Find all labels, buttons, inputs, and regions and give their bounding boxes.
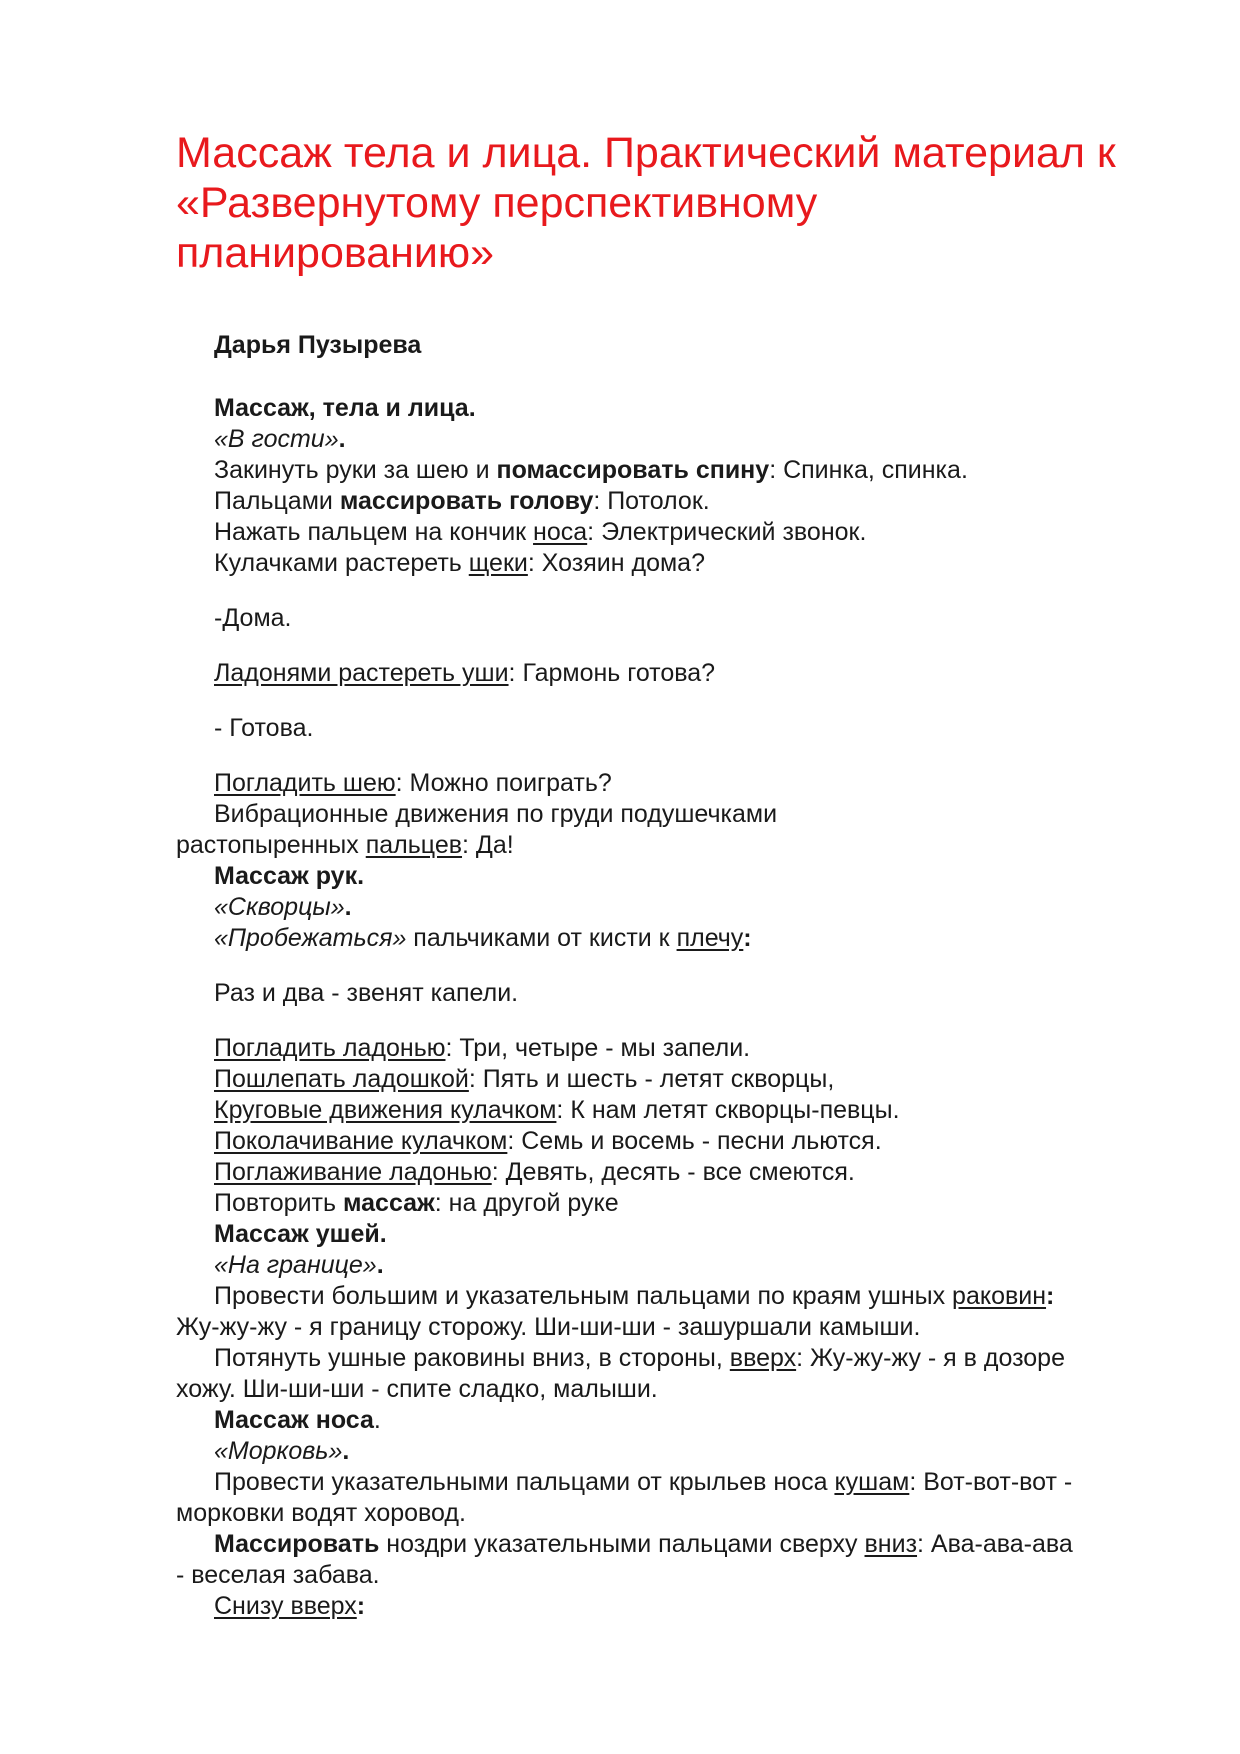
game-title: «Скворцы». [214,893,352,921]
instruction-line-continued: морковки водят хоровод. [176,1499,466,1527]
instruction-line: Пальцами массировать голову: Потолок. [214,487,710,515]
instruction-line: Потянуть ушные раковины вниз, в стороны, вверх: Жу-жу-жу - я в дозоре [214,1344,1065,1372]
document-title [176,128,1176,278]
game-title: «На границе». [214,1251,384,1279]
instruction-line: Ладонями растереть уши: Гармонь готова? [214,659,716,687]
instruction-line: Массировать ноздри указательными пальцами сверху вниз: Ава-ава-ава [214,1530,1073,1558]
instruction-line: Закинуть руки за шею и помассировать спину: Спинка, спинка. [214,456,968,484]
section-heading-body-face: Массаж, тела и лица. [214,394,476,422]
game-title: «В гости». [214,425,346,453]
section-heading-ears: Массаж ушей. [214,1220,387,1248]
section-heading-hands: Массаж рук. [214,862,365,890]
instruction-line: Пошлепать ладошкой: Пять и шесть - летят скворцы, [214,1065,835,1093]
instruction-line: Снизу вверх: [214,1592,366,1620]
instruction-line-continued: хожу. Ши-ши-ши - спите сладко, малыши. [176,1375,658,1403]
instruction-line: Погладить ладонью: Три, четыре - мы запели. [214,1034,751,1062]
instruction-line: Нажать пальцем на кончик носа: Электрический звонок. [214,518,867,546]
reply-line: - Готова. [214,714,314,742]
instruction-line: «Пробежаться» пальчиками от кисти к плечу: [214,924,752,952]
document-body [176,330,1176,1622]
instruction-line: Провести большим и указательным пальцами по краям ушных раковин: [214,1282,1055,1310]
instruction-line: Поколачивание кулачком: Семь и восемь - песни льются. [214,1127,882,1155]
instruction-line-continued: - веселая забава. [176,1561,380,1589]
reply-line: -Дома. [214,604,292,632]
instruction-line-continued: растопыренных пальцев: Да! [176,831,514,859]
title-line-1: Массаж тела и лица. Практический материал к [176,129,1116,177]
instruction-line: Погладить шею: Можно поиграть? [214,769,612,797]
game-title: «Морковь». [214,1437,350,1465]
section-heading-nose: Массаж носа. [214,1406,381,1434]
instruction-line: Круговые движения кулачком: К нам летят скворцы-певцы. [214,1096,900,1124]
title-line-3: планированию» [176,229,495,277]
title-line-2: «Развернутому перспективному [176,179,818,227]
author-name: Дарья Пузырева [214,331,422,359]
instruction-line: Вибрационные движения по груди подушечками [214,800,778,828]
instruction-line: Провести указательными пальцами от крыльев носа кушам: Вот-вот-вот - [214,1468,1073,1496]
instruction-line: Поглаживание ладонью: Девять, десять - все смеются. [214,1158,855,1186]
instruction-line-continued: Жу-жу-жу - я границу сторожу. Ши-ши-ши - зашуршали камыши. [176,1313,921,1341]
instruction-line: Кулачками растереть щеки: Хозяин дома? [214,549,705,577]
verse-line: Раз и два - звенят капели. [214,979,519,1007]
instruction-line: Повторить массаж: на другой руке [214,1189,619,1217]
